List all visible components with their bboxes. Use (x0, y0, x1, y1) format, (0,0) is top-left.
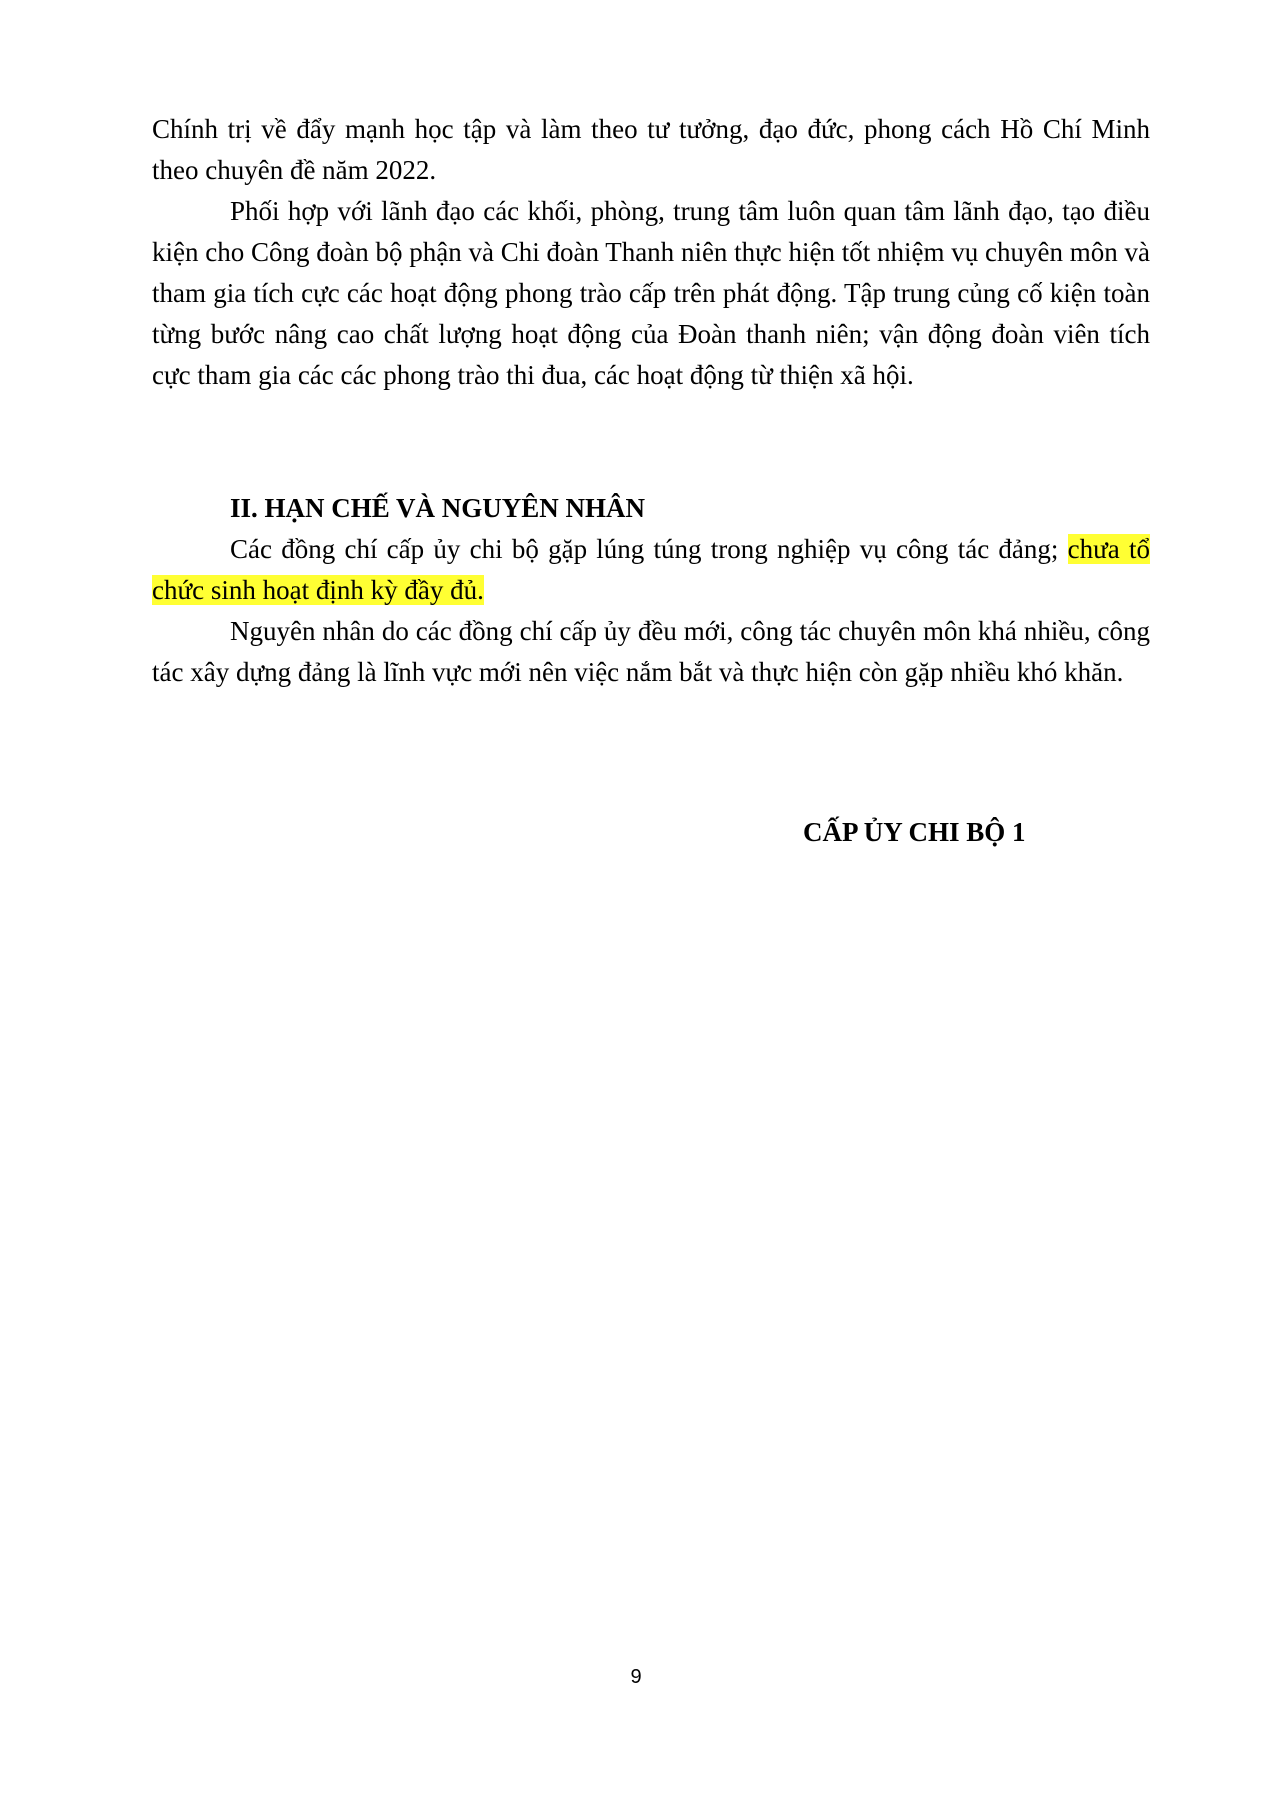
paragraph-continuation: Chính trị về đẩy mạnh học tập và làm theo tư tưởng, đạo đức, phong cách Hồ Chí Minh theo chuyên đề năm 2022. (152, 114, 1150, 185)
signature-block: CẤP ỦY CHI BỘ 1 (803, 817, 1026, 847)
section-heading: II. HẠN CHẾ VÀ NGUYÊN NHÂN (230, 493, 646, 523)
top-text-block (152, 109, 1150, 396)
highlighted-text: chưa tổ chức sinh hoạt định kỳ đầy đủ. (152, 534, 1150, 605)
paragraph-coordination: Phối hợp với lãnh đạo các khối, phòng, trung tâm luôn quan tâm lãnh đạo, tạo điều kiện cho Công đoàn bộ phận và Chi đoàn Thanh niên thực hiện tốt nhiệm vụ chuyên môn và tham gia tích cực các hoạt động phong trào cấp trên phát động. Tập trung củng cố kiện toàn từng bước nâng cao chất lượng hoạt động của Đoàn thanh niên; vận động đoàn viên tích cực tham gia các các phong trào thi đua, các hoạt động từ thiện xã hội. (152, 196, 1150, 390)
paragraph-limitation (152, 529, 1150, 611)
page-number: 9 (630, 1666, 642, 1688)
limitations-text-block (152, 529, 1150, 693)
limitation-text: Các đồng chí cấp ủy chi bộ gặp lúng túng trong nghiệp vụ công tác đảng; (230, 534, 1059, 564)
paragraph-cause: Nguyên nhân do các đồng chí cấp ủy đều mới, công tác chuyên môn khá nhiều, công tác xây dựng đảng là lĩnh vực mới nên việc nắm bắt và thực hiện còn gặp nhiều khó khăn. (152, 616, 1150, 687)
